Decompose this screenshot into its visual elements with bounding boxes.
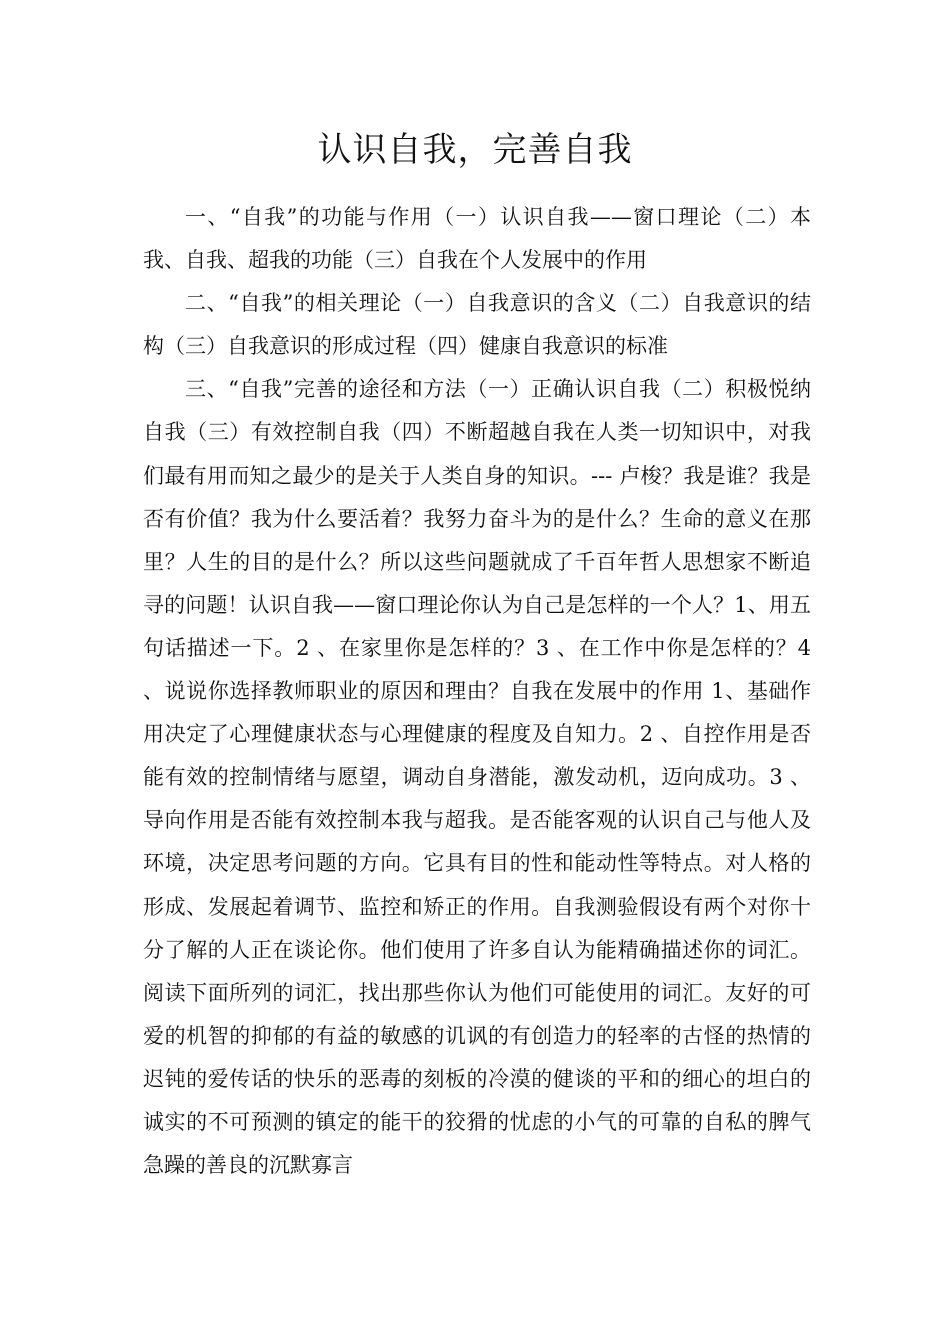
document-title: 认识自我，完善自我 <box>317 130 633 170</box>
paragraph-1: 一、“自我”的功能与作用（一）认识自我——窗口理论（二）本我、自我、超我的功能（三）自我在个人发展中的作用 <box>143 205 811 273</box>
paragraph-3: 三、“自我”完善的途径和方法（一）正确认识自我（二）积极悦纳自我（三）有效控制自我（四）不断超越自我在人类一切知识中，对我们最有用而知之最少的是关于人类自身的知识。--- 卢梭？我是谁？我是否有价值？我为什么要活着？我努力奋斗为的是什么？生命的意义在那里？人生的目的是什么？所以这些问题就成了千百年哲人思想家不断追寻的问题！认识自我——窗口理论你认为自己是怎样的一个人？1、用五句话描述一下。2 、在家里你是怎样的？3 、在工作中你是怎样的？4 、说说你选择教师职业的原因和理由？自我在发展中的作用 1、基础作用决定了心理健康状态与心理健康的程度及自知力。2 、自控作用是否能有效的控制情绪与愿望，调动自身潜能，激发动机，迈向成功。3 、导向作用是否能有效控制本我与超我。是否能客观的认识自己与他人及环境，决定思考问题的方向。它具有目的性和能动性等特点。对人格的形成、发展起着调节、监控和矫正的作用。自我测验假设有两个对你十分了解的人正在谈论你。他们使用了许多自认为能精确描述你的词汇。阅读下面所列的词汇，找出那些你认为他们可能使用的词汇。友好的可爱的机智的抑郁的有益的敏感的讥讽的有创造力的轻率的古怪的热情的迟钝的爱传话的快乐的恶毒的刻板的冷漠的健谈的平和的细心的坦白的诚实的不可预测的镇定的能干的狡猾的忧虑的小气的可靠的自私的脾气急躁的善良的沉默寡言 <box>143 377 811 1178</box>
paragraph-2: 二、“自我”的相关理论（一）自我意识的含义（二）自我意识的结构（三）自我意识的形成过程（四）健康自我意识的标准 <box>143 291 811 359</box>
document-body <box>143 196 811 1187</box>
